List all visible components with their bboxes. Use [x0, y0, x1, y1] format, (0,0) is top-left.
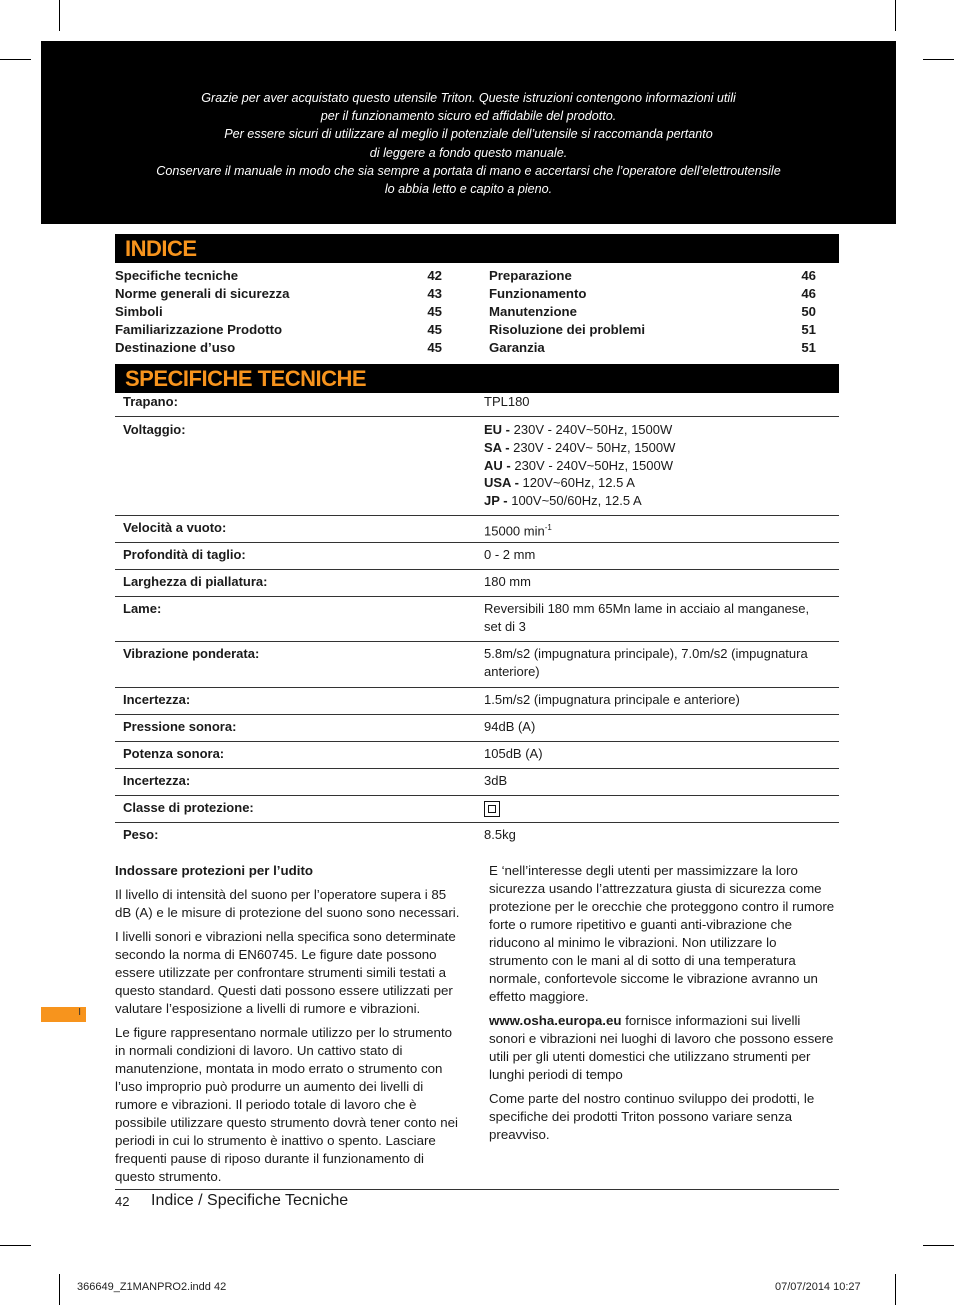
toc-item-page: 45 [427, 304, 442, 319]
index-title: INDICE [125, 236, 197, 261]
spec-value [484, 799, 829, 820]
voltage-region: SA - [484, 439, 514, 455]
body-left-column [115, 862, 461, 1192]
voltage-value: 120V~60Hz, 12.5 A [522, 475, 635, 491]
spec-row [115, 715, 839, 742]
voltage-region: USA - [484, 475, 523, 491]
voltage-region: EU - [484, 422, 514, 437]
spec-label: Larghezza di piallatura: [123, 574, 268, 589]
toc-item-label[interactable]: Risoluzione dei problemi [489, 322, 646, 337]
crop-mark [895, 0, 896, 31]
language-tab-letter: I [78, 1007, 81, 1018]
spec-row [115, 392, 839, 417]
spec-value: 1.5m/s2 (impugnatura principale e anteriore) [484, 692, 740, 707]
specs-table [115, 392, 839, 849]
section-heading: Indossare protezioni per l’udito [115, 863, 313, 878]
body-paragraph: E ‘nell’interesse degli utenti per massimizzare la loro sicurezza usando l’attrezzatura giusta di sicurezza come protezione per le orecchie che proteggono contro il rumore forte o rumore ripetitivo e guanti anti-vibrazione che riducono al minimo le vibrazioni. Non utilizzare lo strumento con le mani al di sotto di una temperatura normale, confortevole siccome le vibrazione avranno un effetto maggiore. [489, 863, 835, 1004]
spec-label: Vibrazione ponderata: [123, 646, 260, 661]
body-paragraph: Le figure rappresentano normale utilizzo per lo strumento in normali condizioni di lavoro. Un cattivo stato di manutenzione, montata in modo errato o strumento con l’uso improprio può produrre un aumento dei livelli di rumore e vibrazioni. Il periodo totale di lavoro che è possibile utilizzare questo strumento dovrà tener conto nei periodi in cui lo strumento è inattivo o spento. Lasciare frequenti pause di riposo durante il funzionamento di questo strumento. [115, 1025, 458, 1184]
voltage-value: 100V~50/60Hz, 12.5 A [511, 493, 642, 509]
spec-value: 105dB (A) [484, 746, 543, 761]
index-header-bar [115, 234, 839, 263]
body-paragraph: I livelli sonori e vibrazioni nella specifica sono determinate secondo la norma di EN60745. Le figure date possono essere utilizzate per confrontare strumenti simili testati a questo standard. Questi dati possono essere utilizzati per valutare l’esposizione a livelli di rumore e vibrazioni. [115, 929, 456, 1016]
voltage-line [484, 439, 829, 457]
language-tab [41, 1007, 86, 1022]
spec-row [115, 417, 839, 516]
class-ii-double-square-icon [484, 801, 500, 817]
toc-item-page: 51 [801, 322, 816, 337]
voltage-line [484, 457, 829, 475]
voltage-region: AU - [484, 457, 515, 473]
spec-label: Incertezza: [123, 773, 191, 788]
speed-value: 15000 min [484, 523, 545, 539]
crop-mark [923, 1245, 954, 1246]
body-right-column [489, 862, 835, 1150]
spec-label: Classe di protezione: [123, 800, 254, 815]
spec-value: 0 - 2 mm [484, 547, 536, 562]
spec-row [115, 742, 839, 769]
toc-item-label[interactable]: Destinazione d’uso [115, 340, 236, 355]
intro-line: Grazie per aver acquistato questo utensile Triton. Queste istruzioni contengono informazioni utili [201, 91, 736, 105]
voltage-line [484, 492, 829, 510]
spec-row [115, 642, 839, 688]
crop-mark [59, 1274, 60, 1305]
voltage-value: 230V - 240V~50Hz, 1500W [514, 457, 673, 473]
intro-line: Conservare il manuale in modo che sia sempre a portata di mano e accertarsi che l’operatore dell’elettroutensile [156, 163, 781, 178]
spec-label: Incertezza: [123, 692, 191, 707]
spec-row [115, 570, 839, 597]
toc-item-page: 43 [427, 286, 442, 301]
crop-mark [923, 59, 954, 60]
intro-line: lo abbia letto e capito a pieno. [384, 182, 553, 197]
spec-value: 5.8m/s2 (impugnatura principale), 7.0m/s2 (impugnatura anteriore) [484, 646, 808, 679]
body-paragraph [489, 1012, 835, 1084]
footer-rule [115, 1189, 839, 1190]
footer-title: Indice / Specifiche Tecniche [151, 1192, 349, 1209]
spec-label: Peso: [123, 827, 159, 842]
voltage-value: 230V - 240V~ 50Hz, 1500W [513, 439, 676, 455]
spec-row [115, 543, 839, 570]
spec-label: Lame: [123, 601, 162, 616]
toc-item-page: 42 [427, 268, 442, 283]
print-slug-file: 366649_Z1MANPRO2.indd 42 [77, 1281, 227, 1293]
toc-item-page: 46 [801, 268, 816, 283]
intro-line: per il funzionamento sicuro ed affidabile del prodotto. [320, 109, 617, 124]
spec-row [115, 769, 839, 796]
print-slug-date: 07/07/2014 10:27 [775, 1281, 861, 1293]
spec-row [115, 796, 839, 823]
spec-row [115, 823, 839, 849]
spec-row [115, 688, 839, 715]
toc-item-page: 45 [427, 340, 442, 355]
body-paragraph: Il livello di intensità del suono per l’operatore supera i 85 dB (A) e le misure di protezione del suono sono necessari. [115, 887, 460, 920]
voltage-value: 230V - 240V~50Hz, 1500W [513, 422, 673, 437]
spec-label: Pressione sonora: [123, 719, 237, 734]
toc-item-page: 46 [801, 286, 816, 301]
specs-header-bar [115, 364, 839, 393]
spec-value: TPL180 [484, 394, 530, 409]
osha-description: fornisce informazioni sui livelli sonori e vibrazioni nei luoghi di lavoro che possono essere utili per gli utenti domestici che utilizzano strumenti per lunghi periodi di tempo [489, 1013, 834, 1082]
toc-item-label[interactable]: Funzionamento [489, 286, 587, 301]
crop-mark [59, 0, 60, 31]
toc-item-label[interactable]: Preparazione [489, 268, 572, 283]
toc-item-page: 45 [427, 322, 442, 337]
toc-item-page: 51 [801, 340, 816, 355]
spec-value: 3dB [484, 773, 508, 788]
toc-item-label[interactable]: Specifiche tecniche [115, 268, 239, 283]
spec-value-voltage [484, 421, 829, 510]
body-paragraph: Come parte del nostro continuo sviluppo dei prodotti, le specifiche dei prodotti Triton possono variare senza preavviso. [489, 1091, 815, 1142]
spec-value [484, 519, 829, 540]
voltage-line [484, 474, 829, 492]
page-number: 42 [115, 1194, 130, 1209]
spec-label: Voltaggio: [123, 422, 186, 437]
specs-title: SPECIFICHE TECNICHE [125, 366, 367, 391]
toc-item-page: 50 [801, 304, 816, 319]
intro-line: di leggere a fondo questo manuale. [369, 145, 568, 160]
intro-banner [41, 41, 896, 224]
toc-item-label[interactable]: Manutenzione [489, 304, 577, 319]
spec-value: 8.5kg [484, 827, 516, 842]
crop-mark [0, 59, 31, 60]
spec-label: Velocità a vuoto: [123, 520, 227, 535]
crop-mark [0, 1245, 31, 1246]
spec-label: Profondità di taglio: [123, 547, 246, 562]
speed-unit-exponent: -1 [544, 523, 552, 532]
spec-value: 94dB (A) [484, 719, 536, 734]
voltage-region: JP - [484, 493, 512, 509]
spec-label: Potenza sonora: [123, 746, 225, 761]
toc-item-label[interactable]: Norme generali di sicurezza [115, 286, 290, 301]
spec-row [115, 516, 839, 543]
spec-value: 180 mm [484, 574, 531, 589]
spec-row [115, 597, 839, 642]
intro-text [41, 89, 896, 198]
spec-label: Trapano: [123, 394, 178, 409]
toc-item-label[interactable]: Garanzia [489, 340, 545, 355]
spec-value: Reversibili 180 mm 65Mn lame in acciaio al manganese, set di 3 [484, 601, 810, 634]
osha-link[interactable]: www.osha.europa.eu [489, 1013, 622, 1028]
toc-item-label[interactable]: Simboli [115, 304, 163, 319]
voltage-line [484, 421, 829, 439]
toc-item-label[interactable]: Familiarizzazione Prodotto [115, 322, 283, 337]
intro-line: Per essere sicuri di utilizzare al meglio il potenziale dell’utensile si raccomanda pertanto [224, 127, 713, 142]
crop-mark [895, 1274, 896, 1305]
